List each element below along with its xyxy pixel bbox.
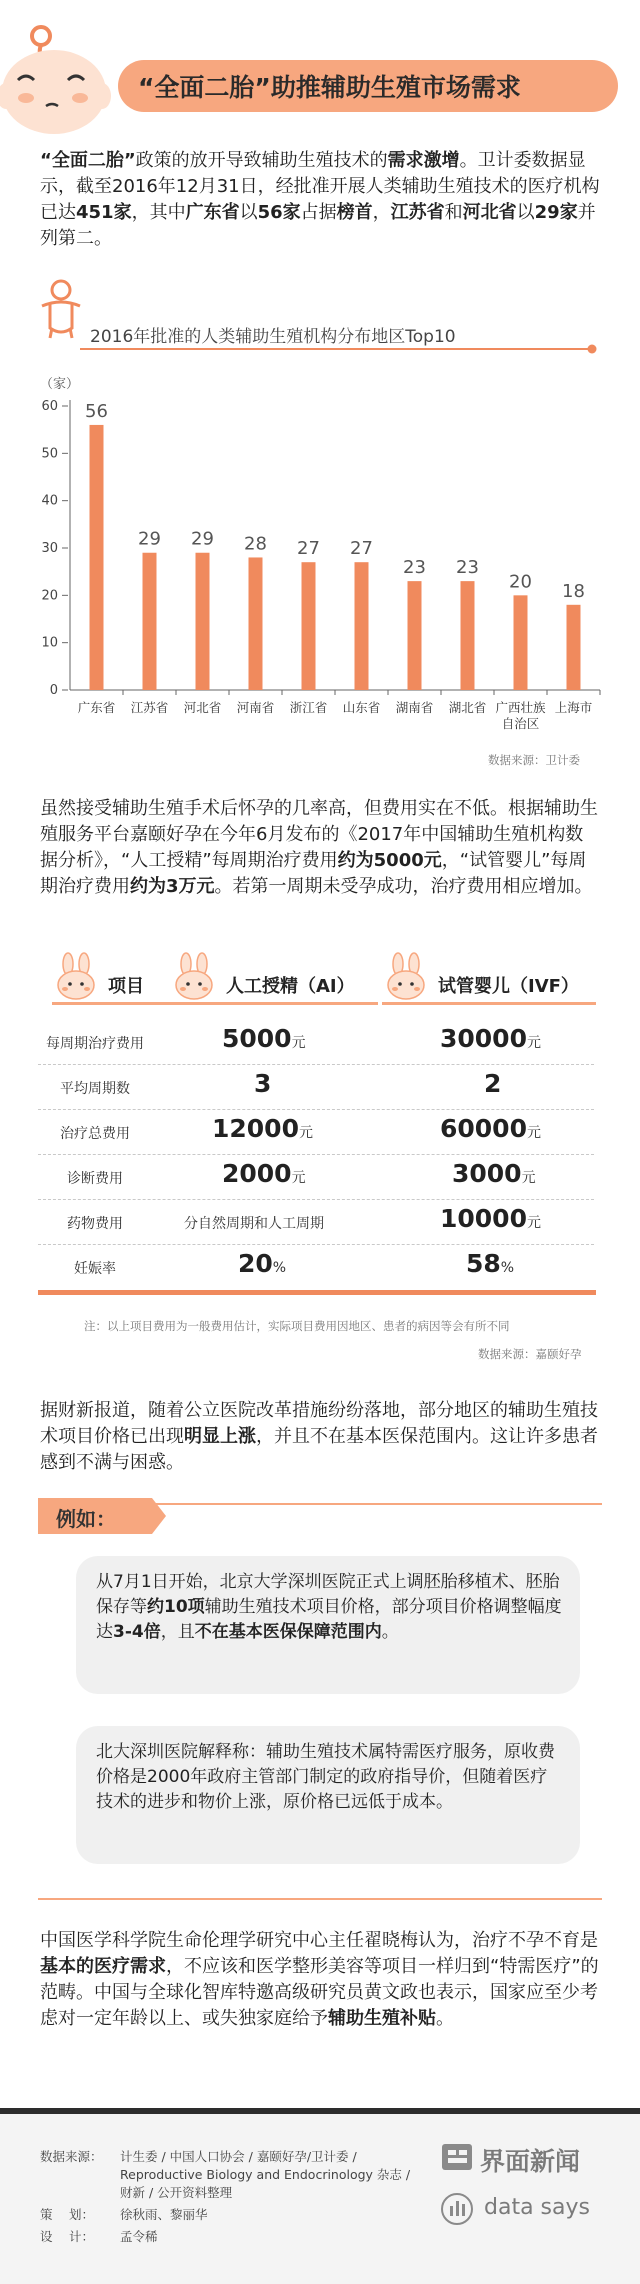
ivf-value: 2 xyxy=(484,1069,502,1098)
row-divider xyxy=(38,1154,594,1155)
footer-design-label: 设 计： xyxy=(40,2229,94,2244)
rabbit-icon xyxy=(54,952,98,1000)
intro-paragraph: “全面二胎”政策的放开导致辅助生殖技术的需求激增。卫计委数据显示，截至2016年12月31日，经批准开展人类辅助生殖技术的医疗机构已达451家，其中广东省以56家占据榜首，江苏省和河北省以29家并列第二。 xyxy=(40,150,600,249)
x-category-label: 山东省 xyxy=(342,700,381,715)
y-tick-label: 60 xyxy=(41,399,58,414)
cost-paragraph: 虽然接受辅助生殖手术后怀孕的几率高，但费用实在不低。根据辅助生殖服务平台嘉颐好孕在今年6月发布的《2017年中国辅助生殖机构数据分析》，“人工授精”每周期治疗费用约为5000元，“试管婴儿”每周期治疗费用约为3万元。若第一周期未受孕成功，治疗费用相应增加。 xyxy=(40,798,598,897)
bar-value-label: 56 xyxy=(85,400,108,422)
ivf-value: 30000元 xyxy=(440,1024,541,1053)
ivf-value: 10000元 xyxy=(440,1204,541,1233)
bar-chart xyxy=(0,370,640,731)
ai-note: 分自然周期和人工周期 xyxy=(184,1216,324,1232)
header-underline xyxy=(168,1002,378,1005)
x-category-label: 自治区 xyxy=(501,716,540,731)
bar-value-label: 20 xyxy=(509,571,532,593)
bar-value-label: 27 xyxy=(350,538,373,560)
y-tick-label: 20 xyxy=(41,588,58,604)
bar-value-label: 18 xyxy=(562,580,585,602)
rabbit-icon xyxy=(172,952,216,1000)
example-bubble-1 xyxy=(76,1556,580,1694)
table-header-item: 项目 xyxy=(108,976,144,997)
row-divider xyxy=(38,1244,594,1245)
header-underline xyxy=(52,1002,172,1005)
opinion-paragraph: 中国医学科学院生命伦理学研究中心主任翟晓梅认为，治疗不孕不育是基本的医疗需求，不应该和医学整形美容等项目一样归到“特需医疗”的范畴。中国与全球化智库特邀高级研究员黄文政也表示，国家应至少考虑对一定年龄以上、或失独家庭给予辅助生殖补贴。 xyxy=(40,1930,599,2029)
bar xyxy=(408,581,422,690)
y-tick-label: 40 xyxy=(41,493,58,509)
footer-source-line-2: Reproductive Biology and Endocrinology 杂志 / xyxy=(120,2167,411,2182)
bar-value-label: 23 xyxy=(403,557,426,579)
table-header-ivf: 试管婴儿（IVF） xyxy=(438,976,579,997)
table-note: 注：以上项目费用为一般费用估计，实际项目费用因地区、患者的病因等会有所不同 xyxy=(84,1319,510,1333)
chart-source: 数据来源：卫计委 xyxy=(488,753,580,767)
row-label: 药物费用 xyxy=(67,1216,123,1232)
bar xyxy=(567,605,581,690)
y-tick-label: 0 xyxy=(49,683,58,698)
bar-value-label: 27 xyxy=(297,538,320,560)
data-says-logo-icon xyxy=(440,2192,474,2226)
row-label: 妊娠率 xyxy=(74,1261,116,1277)
x-category-label: 浙江省 xyxy=(289,700,328,715)
ai-value: 12000元 xyxy=(212,1114,313,1143)
bar xyxy=(90,425,104,690)
baby-figure-icon xyxy=(38,278,84,340)
ivf-value: 60000元 xyxy=(440,1114,541,1143)
header-underline xyxy=(382,1002,596,1005)
x-category-label: 湖南省 xyxy=(395,700,434,715)
example-bottom-rule xyxy=(38,1898,602,1900)
y-tick-label: 10 xyxy=(41,635,58,651)
footer-source-label: 数据来源： xyxy=(40,2149,103,2164)
example-label-arrow xyxy=(152,1498,166,1534)
ivf-value: 58% xyxy=(466,1249,515,1278)
ai-value: 3 xyxy=(254,1069,272,1098)
ivf-value: 3000元 xyxy=(452,1159,536,1188)
table-bottom-bar xyxy=(38,1290,596,1295)
brand-data-says: data says xyxy=(484,2195,590,2220)
bar xyxy=(461,581,475,690)
row-divider xyxy=(38,1109,594,1110)
x-category-label: 河北省 xyxy=(183,700,222,715)
bar xyxy=(196,553,210,690)
ai-value: 2000元 xyxy=(222,1159,306,1188)
x-category-label: 广东省 xyxy=(77,700,116,715)
row-label: 治疗总费用 xyxy=(60,1126,130,1142)
jiemian-logo-icon xyxy=(440,2140,474,2174)
x-category-label: 上海市 xyxy=(554,700,593,715)
row-label: 每周期治疗费用 xyxy=(46,1036,144,1052)
bubble-text: 从7月1日开始，北京大学深圳医院正式上调胚胎移植术、胚胎保存等约10项辅助生殖技术项目价格，部分项目价格调整幅度达3-4倍，且不在基本医保保障范围内。 xyxy=(96,1572,562,1642)
bar-value-label: 23 xyxy=(456,557,479,579)
table-header-ai: 人工授精（AI） xyxy=(226,976,355,997)
bar-value-label: 29 xyxy=(191,528,214,550)
bar xyxy=(302,562,316,690)
chart-title: 2016年批准的人类辅助生殖机构分布地区Top10 xyxy=(90,327,456,347)
example-label-box xyxy=(38,1498,152,1534)
x-category-label: 广西壮族 xyxy=(495,700,546,715)
bar xyxy=(249,557,263,690)
bar-value-label: 28 xyxy=(244,533,267,555)
table-source: 数据来源：嘉颐好孕 xyxy=(478,1347,582,1361)
x-category-label: 湖北省 xyxy=(448,700,487,715)
footer-plan-value: 徐秋雨、黎丽华 xyxy=(120,2207,208,2222)
rabbit-icon xyxy=(384,952,428,1000)
price-paragraph: 据财新报道，随着公立医院改革措施纷纷落地，部分地区的辅助生殖技术项目价格已出现明显上涨，并且不在基本医保范围内。这让许多患者感到不满与困惑。 xyxy=(40,1400,598,1473)
ai-value: 20% xyxy=(238,1249,287,1278)
chart-title-underline xyxy=(80,344,600,356)
bar xyxy=(514,595,528,690)
row-label: 平均周期数 xyxy=(60,1081,130,1097)
example-bubble-2 xyxy=(76,1726,580,1864)
example-label: 例如： xyxy=(56,1507,116,1531)
footer-source-line-1: 计生委 / 中国人口协会 / 嘉颐好孕/卫计委 / xyxy=(120,2149,357,2164)
bar-value-label: 29 xyxy=(138,528,161,550)
footer-source-line-3: 财新 / 公开资料整理 xyxy=(120,2185,233,2200)
x-category-label: 河南省 xyxy=(236,700,275,715)
y-axis-unit: （家） xyxy=(40,377,80,392)
baby-head-icon xyxy=(0,10,126,140)
ai-value: 5000元 xyxy=(222,1024,306,1053)
bubble-text: 北大深圳医院解释称：辅助生殖技术属特需医疗服务，原收费价格是2000年政府主管部门制定的政府指导价，但随着医疗技术的进步和物价上涨，原价格已远低于成本。 xyxy=(96,1742,555,1812)
footer-design-value: 孟令稀 xyxy=(120,2229,158,2244)
y-tick-label: 30 xyxy=(41,541,58,556)
bar xyxy=(355,562,369,690)
page-title: “全面二胎”助推辅助生殖市场需求 xyxy=(138,73,521,102)
brand-jiemian: 界面新闻 xyxy=(480,2147,581,2176)
row-divider xyxy=(38,1064,594,1065)
row-label: 诊断费用 xyxy=(67,1171,123,1187)
footer-plan-label: 策 划： xyxy=(40,2207,94,2222)
x-category-label: 江苏省 xyxy=(130,700,169,715)
y-tick-label: 50 xyxy=(41,446,58,462)
row-divider xyxy=(38,1199,594,1200)
bar xyxy=(143,553,157,690)
